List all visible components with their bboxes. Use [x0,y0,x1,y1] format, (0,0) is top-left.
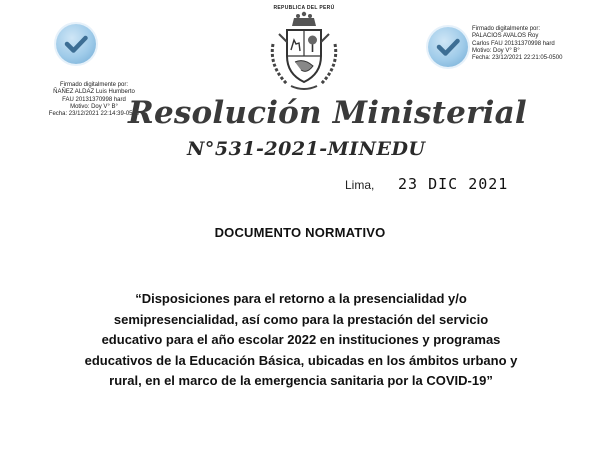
signature-line: ÑAÑEZ ALDAZ Luis Humberto [53,89,135,96]
resolution-number: N°531-2021-MINEDU [187,138,426,160]
signature-line: PALACIOS AVALOS Roy [472,33,539,40]
signature-line: Firmado digitalmente por: [59,82,129,88]
subject-line: rural, en el marco de la emergencia sanitaria por la COVID-19” [109,373,493,388]
place-label: Lima, [345,178,375,192]
republic-caption: REPUBLICA DEL PERÚ [273,5,335,11]
signature-line: Carlos FAU 20131370998 hard [472,40,555,47]
signature-line: Fecha: 23/12/2021 22:14:39-0500 [48,111,140,118]
date-stamp: 23 DIC 2021 [398,175,509,193]
signature-line: FAU 20131370998 hard [62,96,126,103]
document-type-heading: DOCUMENTO NORMATIVO [214,225,386,240]
signature-line: Motivo: Doy V° B° [70,103,118,110]
signature-details [472,26,562,62]
signature-line: Firmado digitalmente por: [472,26,541,32]
subject-line: semipresencialidad, así como para la prestación del servicio [113,311,489,327]
subject-line: “Disposiciones para el retorno a la presencialidad y/o [135,291,467,306]
document-subject [72,289,530,392]
resolution-title: Resolución Ministerial [128,95,527,131]
signature-check-icon [428,27,468,67]
signature-line: Fecha: 23/12/2021 22:21:05-0500 [472,55,563,62]
signature-check-icon [56,24,96,64]
coat-of-arms-icon [261,4,347,96]
signature-line: Motivo: Doy V° B° [472,47,520,54]
subject-line: educativos de la Educación Básica, ubicadas en los ámbitos urbano y [84,352,518,368]
subject-line: educativo para el año escolar 2022 en instituciones y programas [101,332,501,347]
